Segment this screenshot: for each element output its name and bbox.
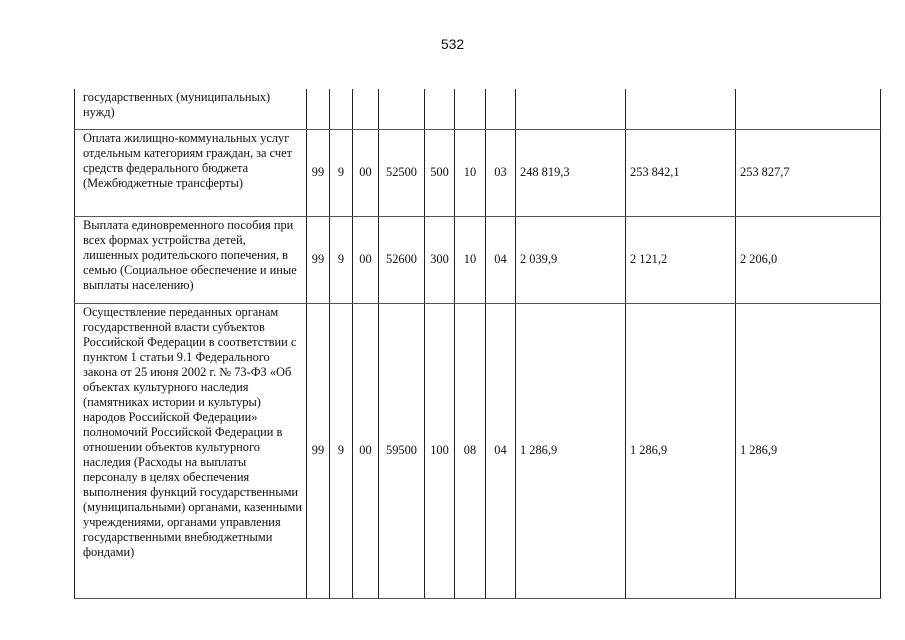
amount-year-3: 2 206,0 — [736, 216, 881, 303]
expense-type-code: 100 — [425, 303, 455, 598]
subsection-code: 03 — [486, 129, 516, 216]
expense-type-code: 300 — [425, 216, 455, 303]
amount-year-2: 2 121,2 — [626, 216, 736, 303]
amount-year-2: 253 842,1 — [626, 129, 736, 216]
program-code — [307, 89, 330, 129]
direction-code: 52500 — [379, 129, 425, 216]
subsection-code: 04 — [486, 303, 516, 598]
table-row — [75, 129, 881, 216]
section-code: 10 — [455, 216, 486, 303]
expense-type-code — [425, 89, 455, 129]
expense-name: государственных (муниципальных) нужд) — [75, 89, 307, 129]
amount-year-2: 1 286,9 — [626, 303, 736, 598]
expense-type-code: 500 — [425, 129, 455, 216]
direction-code — [379, 89, 425, 129]
subsection-code: 04 — [486, 216, 516, 303]
subsection-code — [486, 89, 516, 129]
section-code: 08 — [455, 303, 486, 598]
amount-year-2 — [626, 89, 736, 129]
program-code: 99 — [307, 129, 330, 216]
table-row — [75, 303, 881, 598]
program-code: 99 — [307, 216, 330, 303]
section-code: 10 — [455, 129, 486, 216]
amount-year-3: 1 286,9 — [736, 303, 881, 598]
subprogram-code: 9 — [330, 129, 353, 216]
amount-year-3: 253 827,7 — [736, 129, 881, 216]
subprogram-code: 9 — [330, 303, 353, 598]
main-activity-code — [353, 89, 379, 129]
amount-year-1: 248 819,3 — [516, 129, 626, 216]
amount-year-1: 2 039,9 — [516, 216, 626, 303]
expense-name: Оплата жилищно-коммунальных услуг отдельным категориям граждан, за счет средств федерального бюджета (Межбюджетные трансферты) — [75, 129, 307, 216]
amount-year-3 — [736, 89, 881, 129]
budget-table — [74, 89, 881, 599]
expense-name: Осуществление переданных органам государственной власти субъектов Российской Федерации в соответствии с пунктом 1 статьи 9.1 Федерального закона от 25 июня 2002 г. № 73-ФЗ «Об объектах культурного наследия (памятниках истории и культуры) народов Российской Федерации» полномочий Российской Федерации в отношении объектов культурного наследия (Расходы на выплаты персоналу в целях обеспечения выполнения функций государственными (муниципальными) органами, казенными учреждениями, органами управления государственными внебюджетными фондами) — [75, 303, 307, 598]
main-activity-code: 00 — [353, 216, 379, 303]
main-activity-code: 00 — [353, 129, 379, 216]
direction-code: 59500 — [379, 303, 425, 598]
subprogram-code: 9 — [330, 216, 353, 303]
table-row — [75, 89, 881, 129]
amount-year-1 — [516, 89, 626, 129]
page-number: 532 — [440, 36, 465, 52]
table-row — [75, 216, 881, 303]
main-activity-code: 00 — [353, 303, 379, 598]
expense-name: Выплата единовременного пособия при всех формах устройства детей, лишенных родительского попечения, в семью (Социальное обеспечение и иные выплаты населению) — [75, 216, 307, 303]
direction-code: 52600 — [379, 216, 425, 303]
amount-year-1: 1 286,9 — [516, 303, 626, 598]
section-code — [455, 89, 486, 129]
program-code: 99 — [307, 303, 330, 598]
subprogram-code — [330, 89, 353, 129]
